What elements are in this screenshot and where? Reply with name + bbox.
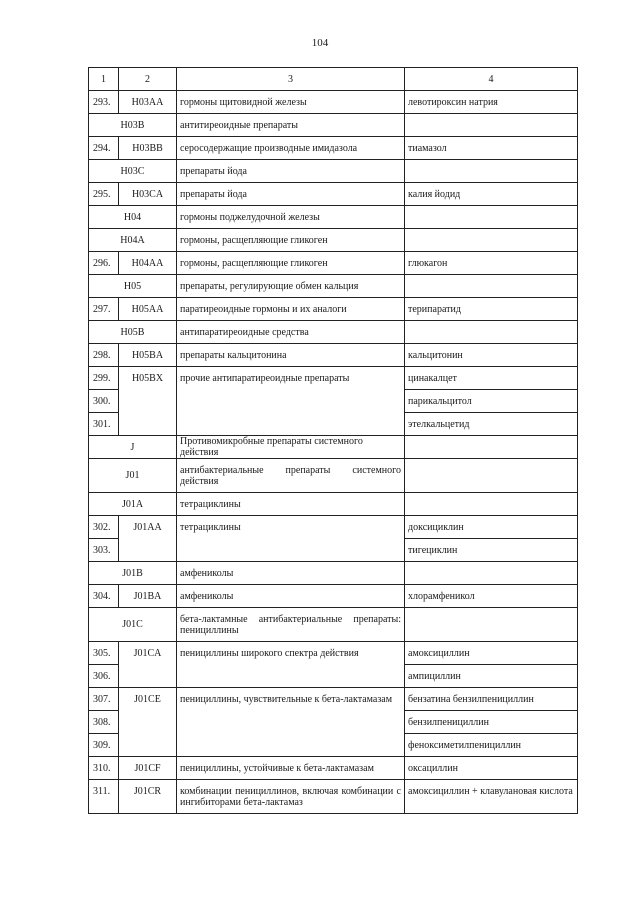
row-number: 301. bbox=[89, 413, 119, 436]
drug-name: бензилпенициллин bbox=[405, 711, 578, 734]
drug-name: цинакалцет bbox=[405, 367, 578, 390]
atc-description: пенициллины, чувствительные к бета-лактамазам bbox=[177, 688, 405, 757]
drug-name bbox=[405, 459, 578, 493]
atc-code: J01C bbox=[89, 608, 177, 642]
atc-code: H03AA bbox=[119, 91, 177, 114]
row-number: 297. bbox=[89, 298, 119, 321]
table-row bbox=[89, 137, 578, 160]
atc-description: серосодержащие производные имидазола bbox=[177, 137, 405, 160]
row-number: 308. bbox=[89, 711, 119, 734]
drug-table bbox=[88, 67, 578, 814]
drug-name bbox=[405, 114, 578, 137]
atc-code: H04 bbox=[89, 206, 177, 229]
table-row bbox=[89, 321, 578, 344]
page-number: 104 bbox=[311, 37, 329, 49]
table-row bbox=[89, 229, 578, 252]
drug-name: бензатина бензилпенициллин bbox=[405, 688, 578, 711]
atc-description: антитиреоидные препараты bbox=[177, 114, 405, 137]
table-row bbox=[89, 585, 578, 608]
header-cell: 1 bbox=[89, 68, 119, 91]
row-number: 310. bbox=[89, 757, 119, 780]
atc-code: H03CA bbox=[119, 183, 177, 206]
atc-code: J01 bbox=[89, 459, 177, 493]
atc-description: гормоны, расщепляющие гликоген bbox=[177, 252, 405, 275]
table-row bbox=[89, 114, 578, 137]
atc-description: паратиреоидные гормоны и их аналоги bbox=[177, 298, 405, 321]
atc-description: гормоны щитовидной железы bbox=[177, 91, 405, 114]
table-row bbox=[89, 183, 578, 206]
table-row bbox=[89, 206, 578, 229]
drug-name: тиамазол bbox=[405, 137, 578, 160]
drug-name: амоксициллин + клавулановая кислота bbox=[405, 780, 578, 814]
atc-description: пенициллины, устойчивые к бета-лактамазам bbox=[177, 757, 405, 780]
drug-name bbox=[405, 206, 578, 229]
table-row bbox=[89, 780, 578, 814]
drug-name bbox=[405, 160, 578, 183]
atc-code: J bbox=[89, 436, 177, 459]
table-row bbox=[89, 757, 578, 780]
drug-name: тигециклин bbox=[405, 539, 578, 562]
drug-name bbox=[405, 608, 578, 642]
atc-code: H05B bbox=[89, 321, 177, 344]
table-row bbox=[89, 275, 578, 298]
row-number: 299. bbox=[89, 367, 119, 390]
drug-name: этелкальцетид bbox=[405, 413, 578, 436]
atc-description: пенициллины широкого спектра действия bbox=[177, 642, 405, 688]
atc-description: тетрациклины bbox=[177, 516, 405, 562]
table-row bbox=[89, 608, 578, 642]
atc-description: препараты йода bbox=[177, 160, 405, 183]
atc-code: J01BA bbox=[119, 585, 177, 608]
drug-name: оксациллин bbox=[405, 757, 578, 780]
atc-description: препараты йода bbox=[177, 183, 405, 206]
drug-name bbox=[405, 321, 578, 344]
row-number: 307. bbox=[89, 688, 119, 711]
drug-name: кальцитонин bbox=[405, 344, 578, 367]
drug-name bbox=[405, 436, 578, 459]
table-row bbox=[89, 160, 578, 183]
drug-name: левотироксин натрия bbox=[405, 91, 578, 114]
drug-name: доксициклин bbox=[405, 516, 578, 539]
drug-name: терипаратид bbox=[405, 298, 578, 321]
row-number: 305. bbox=[89, 642, 119, 665]
atc-description: препараты кальцитонина bbox=[177, 344, 405, 367]
table-row bbox=[89, 252, 578, 275]
row-number: 309. bbox=[89, 734, 119, 757]
atc-description: тетрациклины bbox=[177, 493, 405, 516]
atc-code: J01CR bbox=[119, 780, 177, 814]
row-number: 303. bbox=[89, 539, 119, 562]
drug-name: феноксиметилпенициллин bbox=[405, 734, 578, 757]
header-cell: 3 bbox=[177, 68, 405, 91]
atc-code: J01CA bbox=[119, 642, 177, 688]
atc-description: амфениколы bbox=[177, 562, 405, 585]
atc-description: комбинации пенициллинов, включая комбинации с ингибиторами бета-лактамаз bbox=[177, 780, 405, 814]
row-number: 306. bbox=[89, 665, 119, 688]
atc-code: H05AA bbox=[119, 298, 177, 321]
atc-code: H05 bbox=[89, 275, 177, 298]
table-row bbox=[89, 688, 578, 711]
atc-code: J01CE bbox=[119, 688, 177, 757]
table-row bbox=[89, 436, 578, 459]
row-number: 298. bbox=[89, 344, 119, 367]
table-header-row bbox=[89, 68, 578, 91]
table-row bbox=[89, 562, 578, 585]
header-cell: 4 bbox=[405, 68, 578, 91]
row-number: 300. bbox=[89, 390, 119, 413]
atc-description: антибактериальные препараты системного действия bbox=[177, 459, 405, 493]
row-number: 304. bbox=[89, 585, 119, 608]
atc-code: H04AA bbox=[119, 252, 177, 275]
drug-name: ампициллин bbox=[405, 665, 578, 688]
drug-table-body bbox=[89, 68, 578, 814]
row-number: 293. bbox=[89, 91, 119, 114]
atc-code: H04A bbox=[89, 229, 177, 252]
atc-code: J01CF bbox=[119, 757, 177, 780]
atc-code: H03BB bbox=[119, 137, 177, 160]
atc-description: бета-лактамные антибактериальные препараты: пенициллины bbox=[177, 608, 405, 642]
table-row bbox=[89, 459, 578, 493]
drug-name: калия йодид bbox=[405, 183, 578, 206]
row-number: 296. bbox=[89, 252, 119, 275]
table-row bbox=[89, 298, 578, 321]
atc-description: препараты, регулирующие обмен кальция bbox=[177, 275, 405, 298]
table-row bbox=[89, 367, 578, 390]
atc-code: H03C bbox=[89, 160, 177, 183]
table-row bbox=[89, 344, 578, 367]
atc-code: H05BA bbox=[119, 344, 177, 367]
atc-description: гормоны поджелудочной железы bbox=[177, 206, 405, 229]
table-row bbox=[89, 516, 578, 539]
atc-description: гормоны, расщепляющие гликоген bbox=[177, 229, 405, 252]
drug-name bbox=[405, 493, 578, 516]
atc-description: антипаратиреоидные средства bbox=[177, 321, 405, 344]
drug-name: глюкагон bbox=[405, 252, 578, 275]
atc-code: J01B bbox=[89, 562, 177, 585]
table-row bbox=[89, 91, 578, 114]
table-row bbox=[89, 493, 578, 516]
drug-name bbox=[405, 229, 578, 252]
atc-code: J01A bbox=[89, 493, 177, 516]
atc-description: амфениколы bbox=[177, 585, 405, 608]
atc-code: H05BX bbox=[119, 367, 177, 436]
row-number: 295. bbox=[89, 183, 119, 206]
row-number: 294. bbox=[89, 137, 119, 160]
drug-name: амоксициллин bbox=[405, 642, 578, 665]
drug-name: хлорамфеникол bbox=[405, 585, 578, 608]
drug-name bbox=[405, 275, 578, 298]
atc-description: прочие антипаратиреоидные препараты bbox=[177, 367, 405, 436]
table-row bbox=[89, 642, 578, 665]
atc-code: J01AA bbox=[119, 516, 177, 562]
atc-description: Противомикробные препараты системного действия bbox=[177, 436, 405, 459]
drug-name bbox=[405, 562, 578, 585]
drug-name: парикальцитол bbox=[405, 390, 578, 413]
row-number: 302. bbox=[89, 516, 119, 539]
row-number: 311. bbox=[89, 780, 119, 814]
header-cell: 2 bbox=[119, 68, 177, 91]
atc-code: H03B bbox=[89, 114, 177, 137]
